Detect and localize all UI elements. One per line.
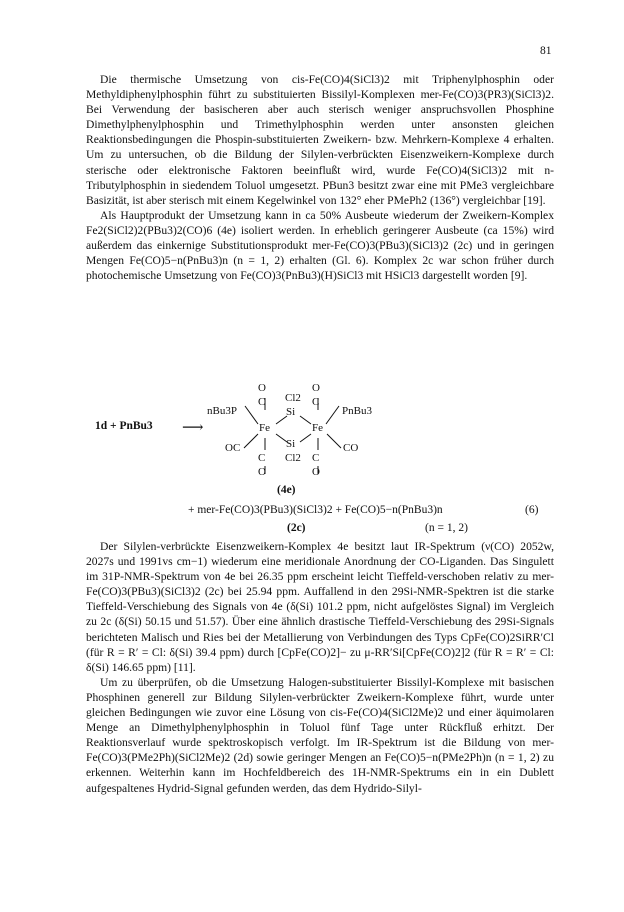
equation-number: (6) xyxy=(525,504,539,516)
reactant-label: 1d + PnBu3 xyxy=(95,420,153,432)
product-line: + mer-Fe(CO)3(PBu3)(SiCl3)2 + Fe(CO)5−n(PnBu3)n xyxy=(188,504,443,516)
struct-o-bottom-right: O xyxy=(312,466,320,478)
body-text-bottom xyxy=(86,539,554,796)
struct-c-top-left: C xyxy=(258,396,266,408)
struct-cl2-top: Cl2 xyxy=(285,392,301,404)
struct-c-top-right: C xyxy=(312,396,320,408)
compound-label-4e: (4e) xyxy=(277,484,296,496)
reaction-arrow: ⟶ xyxy=(182,420,204,436)
paragraph-4: Um zu überprüfen, ob die Umsetzung Halogen-substituierter Bissilyl-Komplexe mit basischen Phosphinen generell zur Bildung Silylen-verbrückter Zweikern-Komplexe führt, wurde unter gleichen Bedingungen wie zuvor eine Lösung von cis-Fe(CO)4(SiCl2Me)2 und einer äquimolaren Menge an Dimethylphenylphosphin in Toluol fünf Tage unter Rückfluß erhitzt. Der Reaktionsverlauf wurde spektroskopisch verfolgt. Im IR-Spektrum ist die Bildung von mer-Fe(CO)3(PMe2Ph)(SiCl2Me)2 (2d) sowie geringer Mengen an Fe(CO)5−n(PMe2Ph)n (n = 1, 2) zu erkennen. Weiterhin kann im Hochfeldbereich des 1H-NMR-Spektrums ein in ein Dublett aufgespaltenes Hydrid-Signal gefunden werden, das dem Hydrido-Silyl- xyxy=(86,675,554,795)
struct-pbu3-right: PnBu3 xyxy=(342,405,372,417)
paragraph-1: Die thermische Umsetzung von cis-Fe(CO)4(SiCl3)2 mit Triphenylphosphin oder Methyldiphenylphosphin führt zu substituierten Bissilyl-Komplexen mer-Fe(CO)3(PR3)(SiCl3)2. Bei Verwendung der basischeren aber auch sterisch weniger anspruchsvollen Phosphine Dimethylphenylphosphin und Trimethylphosphin werden unter ansonsten gleichen Reaktionsbedingungen die Phospin-substituierten Zweikern- bzw. Mehrkern-Komplexe 4 erhalten. Um zu untersuchen, ob die Bildung der Silylen-verbrückten Eisenzweikern-Komplexe durch sterische oder elektronische Faktoren beeinflußt wird, wurde Fe(CO)4(SiCl3)2 mit n-Tributylphosphin in siedendem Toluol umgesetzt. PBun3 besitzt zwar eine mit PMe3 vergleichbare Basizität, ist aber sterisch mit einem Kegelwinkel von 132° eher PMePh2 (136°) vergleichbar [19]. xyxy=(86,73,554,207)
struct-co: CO xyxy=(343,442,359,454)
struct-si-bottom: Si xyxy=(286,438,296,450)
paragraph-3: Der Silylen-verbrückte Eisenzweikern-Komplex 4e besitzt laut IR-Spektrum (ν(CO) 2052w, 2027s und 1991vs cm−1) wiederum eine meridionale Anordnung der CO-Liganden. Das Singulett im 31P-NMR-Spektrum von 4e bei 26.35 ppm erscheint leicht Tieffeld-verschoben relativ zu mer-Fe(CO)3(PBu3)(SiCl3)2 (2c) bei 25.94 ppm. Auffallend in den 29Si-NMR-Spektren ist die starke Tieffeld-Verschiebung des Signals von 4e (δ(Si) 101.2 ppm, nicht aufgelöstes Signal) im Vergleich zu 2c (δ(Si) 50.15 und 51.57). Über eine ähnlich drastische Tieffeld-Verschiebung des 29Si-Signals berichteten Malisch und Ries bei der Metallierung von Verbindungen des Typs CpFe(CO)2SiRR′Cl (für R = R′ = Cl: δ(Si) 39.4 ppm) durch [CpFe(CO)2]− zu μ-RR′Si[CpFe(CO)2]2 (für R = R′ = Cl: δ(Si) 146.65 ppm) [11]. xyxy=(86,540,554,674)
paragraph-2: Als Hauptprodukt der Umsetzung kann in ca 50% Ausbeute wiederum der Zweikern-Komplex Fe2(SiCl2)2(PBu3)2(CO)6 (4e) isoliert werden. In erheblich geringerer Ausbeute (ca 15%) wird außerdem das einkernige Substitutionsprodukt mer-Fe(CO)3(PBu3)(SiCl3)2 (2c) und in geringen Mengen Fe(CO)5−n(PnBu3)n (n = 1, 2) erhalten (Gl. 6). Komplex 2c war schon früher durch photochemische Umsetzung von Fe(CO)3(PnBu3)(H)SiCl3 mit HSiCl3 dargestellt worden [9]. xyxy=(86,208,554,283)
struct-o-bottom-left: O xyxy=(258,466,266,478)
struct-pbu3-left: nBu3P xyxy=(207,405,237,417)
struct-c-bottom-right: C xyxy=(312,452,320,464)
compound-label-2c: (2c) xyxy=(287,522,306,534)
struct-cl2-bottom: Cl2 xyxy=(285,452,301,464)
struct-fe-right: Fe xyxy=(312,422,323,434)
struct-c-bottom-left: C xyxy=(258,452,266,464)
n-range-label: (n = 1, 2) xyxy=(425,522,468,534)
struct-oc: OC xyxy=(225,442,241,454)
struct-o-top-right: O xyxy=(312,382,320,394)
page-number: 81 xyxy=(540,45,552,57)
body-text-top xyxy=(86,72,554,283)
reaction-scheme xyxy=(0,378,624,533)
struct-si-top: Si xyxy=(286,406,296,418)
struct-o-top-left: O xyxy=(258,382,266,394)
struct-fe-left: Fe xyxy=(259,422,270,434)
